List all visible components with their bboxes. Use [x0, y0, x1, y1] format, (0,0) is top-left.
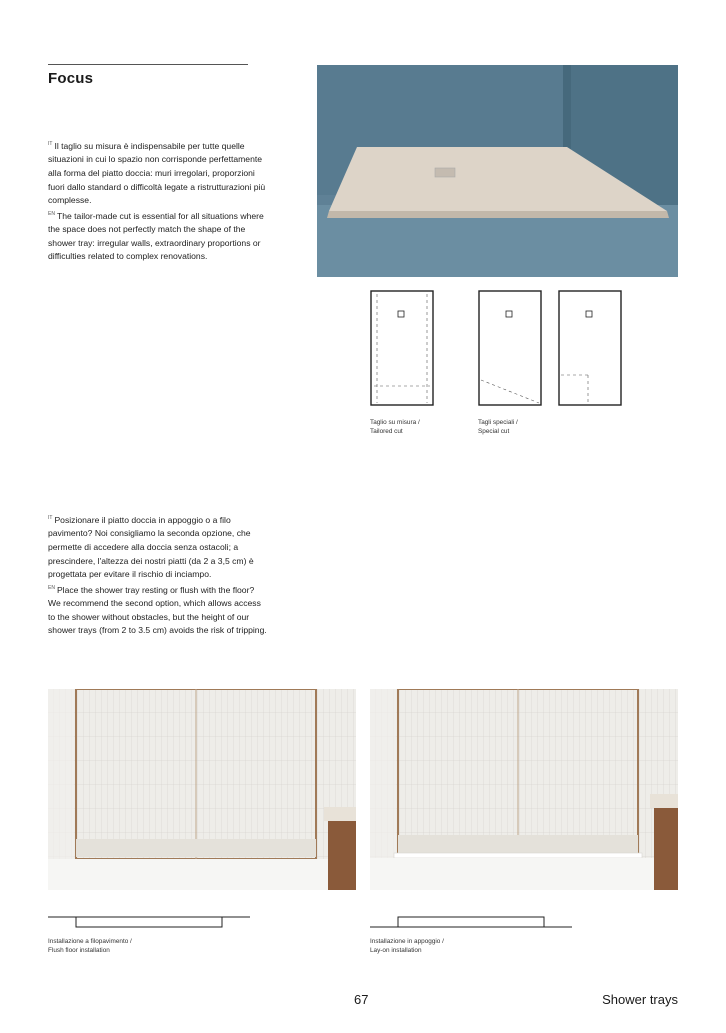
language-marker-en: EN [48, 210, 55, 217]
flush-installation-photo [48, 689, 356, 890]
flush-caption-it: Installazione a filopavimento / [48, 938, 132, 945]
layon-caption-en: Lay-on installation [370, 947, 422, 954]
intro-text-en: The tailor-made cut is essential for all situations where the space does not perfectly match the shape of the shower tray: irregular walls, extraordinary proportions or difficulties related to complex renovations. [48, 210, 264, 262]
layon-caption-it: Installazione in appoggio / [370, 938, 444, 945]
tailored-cut-caption [370, 418, 420, 436]
flush-installation-caption [48, 937, 132, 955]
layon-installation-photo [370, 689, 678, 890]
special-caption-en: Special cut [478, 428, 510, 435]
tailored-cut-diagram [370, 290, 434, 406]
special-cut-diagonal-diagram [478, 290, 542, 406]
tailored-caption-en: Tailored cut [370, 428, 403, 435]
intro-paragraph [48, 138, 268, 264]
installation-text-en: Place the shower tray resting or flush with the floor? We recommend the second option, which allows access to the shower without obstacles, but the height of our shower trays (from 2 to 3.5 cm) avoids the risk of tripping. [48, 584, 267, 636]
intro-text-it: Il taglio su misura è indispensabile per tutte quelle situazioni in cui lo spazio non corrisponde perfettamente alla forma del piatto doccia: muri irregolari, proporzioni fuori dallo standard o difficoltà legate a ristrutturazioni più complesse. [48, 140, 266, 206]
flush-caption-en: Flush floor installation [48, 947, 110, 954]
special-caption-it: Tagli speciali / [478, 419, 518, 426]
installation-text-it: Posizionare il piatto doccia in appoggio o a filo pavimento? Noi consigliamo la seconda opzione, che permette di accedere alla doccia senza ostacoli; a prescindere, l'altezza dei nostri piatti (da 2 a 3,5 cm) è progettata per evitare il rischio di inciampo. [48, 514, 254, 580]
header-rule [48, 64, 248, 65]
installation-paragraph [48, 512, 268, 638]
flush-installation-section-diagram [48, 914, 250, 930]
section-title: Shower trays [602, 992, 678, 1007]
special-cut-notch-diagram [558, 290, 622, 406]
page-title: Focus [48, 70, 94, 87]
layon-installation-section-diagram [370, 914, 572, 930]
special-cut-caption [478, 418, 518, 436]
page-number: 67 [354, 992, 369, 1007]
layon-installation-caption [370, 937, 444, 955]
language-marker-it: IT [48, 515, 53, 521]
hero-shower-tray-photo [317, 65, 678, 277]
language-marker-en: EN [48, 584, 55, 591]
language-marker-it: IT [48, 141, 53, 147]
tailored-caption-it: Taglio su misura / [370, 419, 420, 426]
